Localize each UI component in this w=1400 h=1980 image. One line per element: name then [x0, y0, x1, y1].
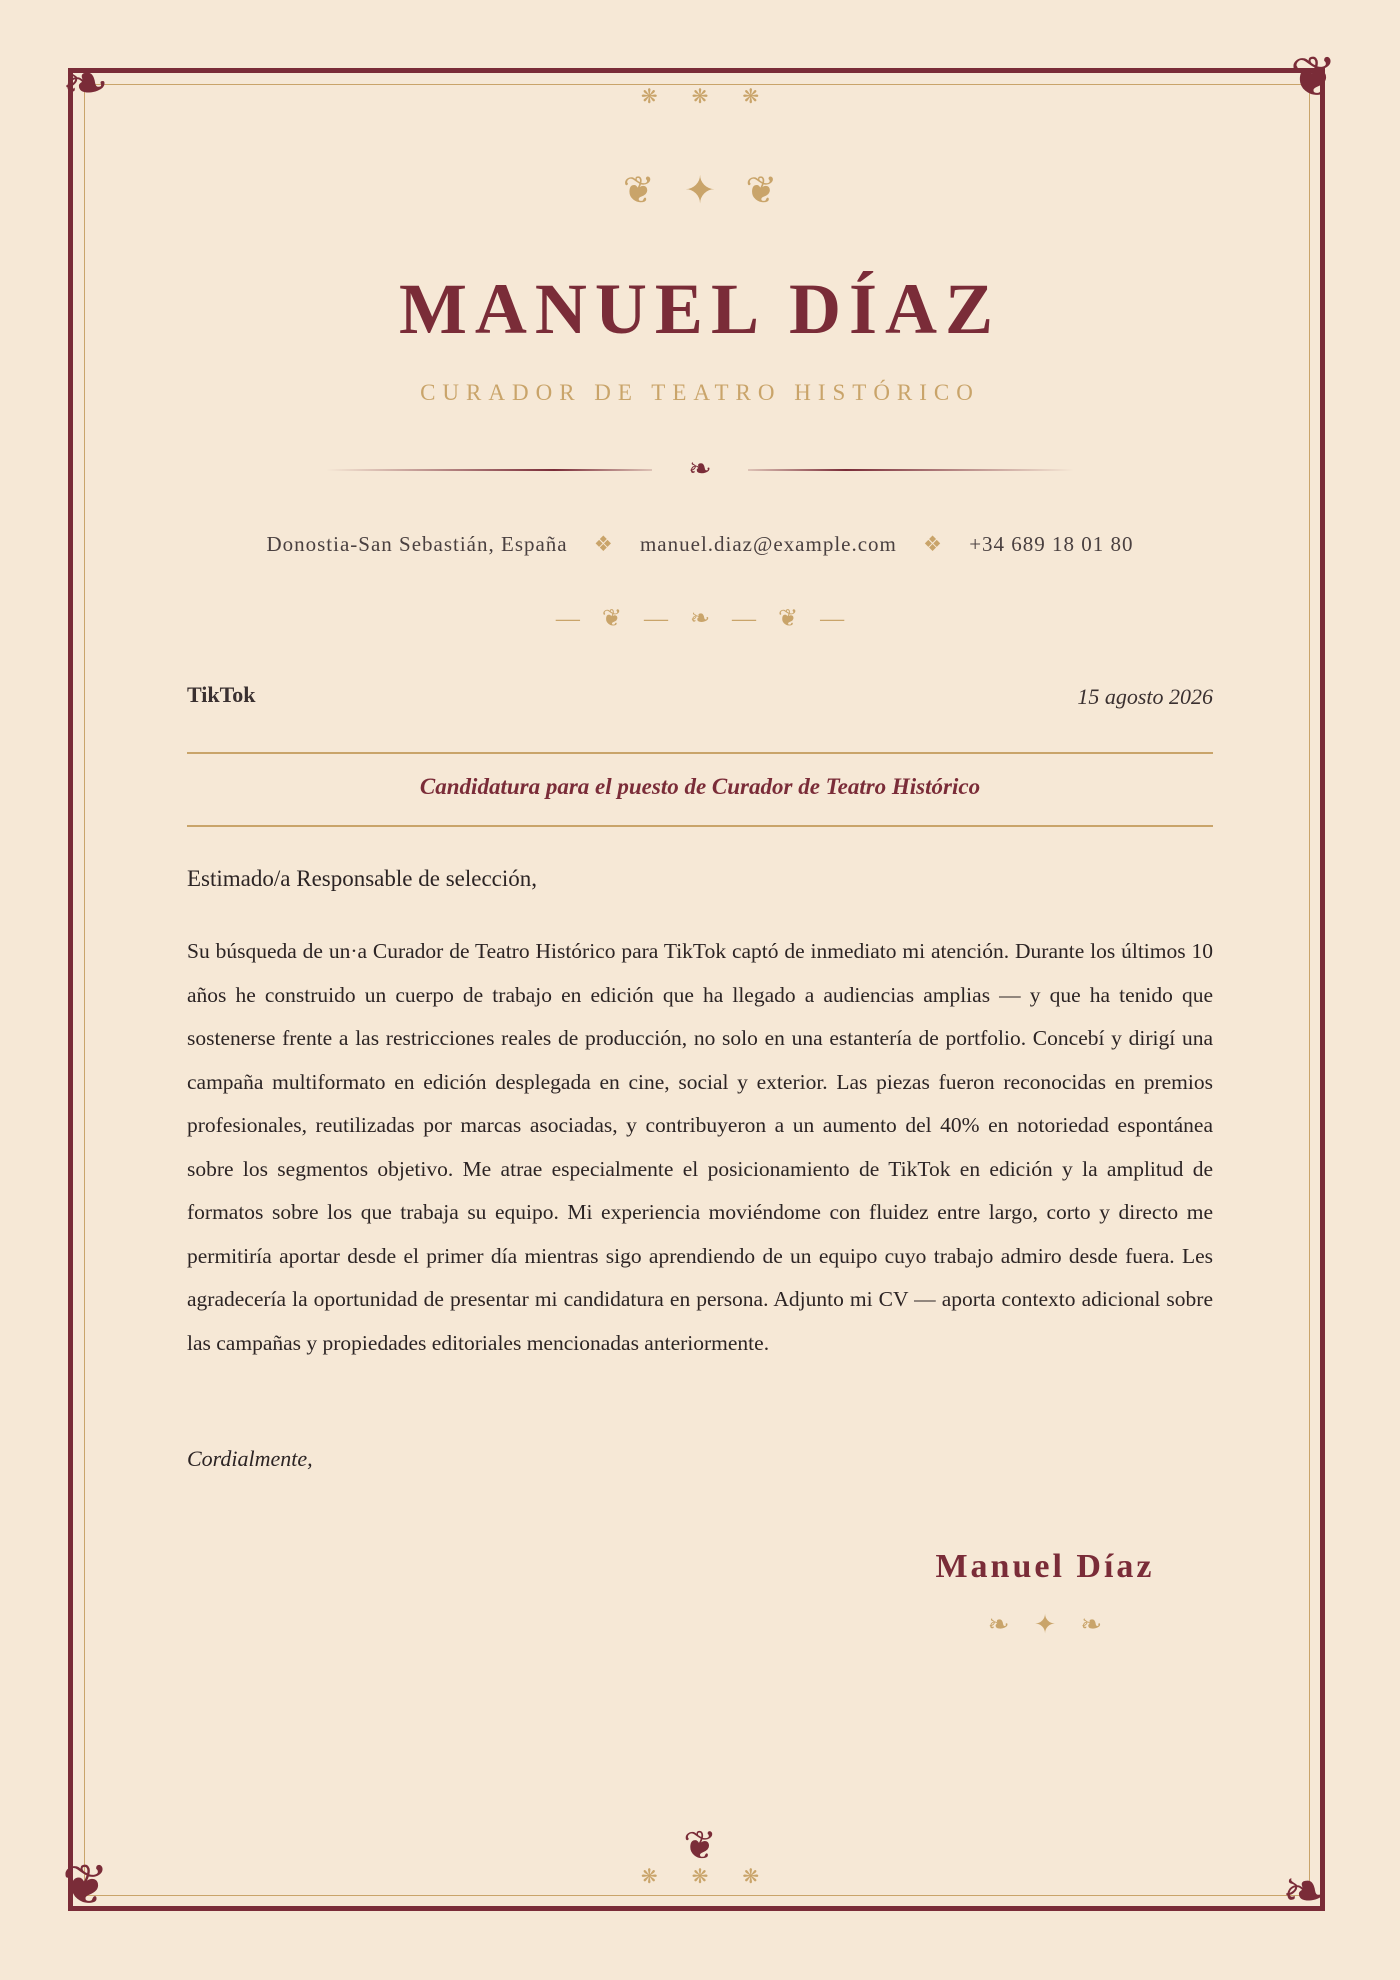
fleuron-icon: ❦: [778, 606, 799, 632]
fleuron-icon: ❧: [987, 1610, 1010, 1639]
footer-fleuron-icon: ❦: [683, 1823, 717, 1868]
corner-ornament-bottom-left: ❦: [62, 1855, 109, 1917]
applicant-name: MANUEL DÍAZ: [398, 269, 1002, 349]
contact-line: [0, 532, 1400, 557]
applicant-role: CURADOR DE TEATRO HISTÓRICO: [420, 380, 980, 405]
subject-rule-bottom: [187, 825, 1213, 827]
header-ornament: [0, 168, 1400, 213]
floret-icon: ❋: [640, 86, 692, 108]
dash-icon: —: [643, 606, 668, 632]
floret-icon: ❋: [691, 1866, 743, 1888]
floret-icon: ❋: [742, 86, 794, 108]
divider-fleuron-icon: ❧: [688, 454, 712, 485]
signature-ornament: [870, 1610, 1220, 1640]
recipient-company: TikTok: [187, 682, 256, 707]
corner-ornament-top-right: ❦: [1290, 47, 1337, 109]
letter-body: Su búsqueda de un·a Curador de Teatro Histórico para TikTok captó de inmediato mi atención. Durante los últimos 10 años he construido un cuerpo de trabajo en edición que ha llegado a audiencias amplias — y que ha tenido que sostenerse frente a las restricciones reales de producción, no solo en una estantería de portfolio. Concebí y dirigí una campaña multiformato en edición desplegada en cine, social y exterior. Las piezas fueron reconocidas en premios profesionales, reutilizadas por marcas asociadas, y contribuyeron a un aumento del 40% en notoriedad espontánea sobre los segmentos objetivo. Me atrae especialmente el posicionamiento de TikTok en edición y la amplitud de formatos sobre los que trabaja su equipo. Mi experiencia moviéndome con fluidez entre largo, corto y directo me permitiría aportar desde el primer día mientras sigo aprendiendo de un equipo cuyo trabajo admiro desde fuera. Les agradecería la oportunidad de presentar mi candidatura en persona. Adjunto mi CV — aporta contexto adicional sobre las campañas y propiedades editoriales mencionadas anteriormente.: [187, 939, 1213, 1355]
contact-location: Donostia-San Sebastián, España: [266, 532, 568, 556]
floret-icon: ❋: [640, 1866, 692, 1888]
dash-icon: —: [732, 606, 757, 632]
fleuron-icon: ❦: [601, 606, 622, 632]
letter-closing: Cordialmente,: [187, 1446, 313, 1471]
dash-icon: —: [820, 606, 845, 632]
star-icon: ✦: [684, 170, 716, 212]
signature: Manuel Díaz: [935, 1548, 1155, 1585]
floret-icon: ❋: [691, 86, 743, 108]
letter-greeting: Estimado/a Responsable de selección,: [187, 866, 538, 891]
bottom-florets: [17, 1864, 1400, 1889]
contact-phone[interactable]: +34 689 18 01 80: [969, 532, 1134, 556]
separator-icon: ❖: [593, 532, 614, 556]
section-ornament: [0, 604, 1400, 633]
corner-ornament-top-left: ❧: [62, 53, 109, 115]
divider-line-right: [748, 469, 1074, 471]
contact-email[interactable]: manuel.diaz@example.com: [639, 532, 897, 556]
letter-date: 15 agosto 2026: [1077, 684, 1213, 709]
subject-rule-top: [187, 752, 1213, 754]
corner-ornament-bottom-right: ❧: [1282, 1861, 1329, 1923]
floret-icon: ❋: [742, 1866, 794, 1888]
divider-line-left: [326, 469, 652, 471]
dash-icon: —: [555, 606, 580, 632]
fleuron-icon: ❧: [1080, 1610, 1103, 1639]
star-icon: ✦: [1034, 1610, 1056, 1639]
fleuron-icon: ❧: [689, 606, 711, 632]
fleuron-icon: ❦: [745, 170, 778, 212]
top-florets: [17, 84, 1400, 109]
separator-icon: ❖: [923, 532, 943, 556]
letter-subject: Candidatura para el puesto de Curador de Teatro Histórico: [419, 774, 981, 799]
fleuron-icon: ❦: [622, 170, 655, 212]
